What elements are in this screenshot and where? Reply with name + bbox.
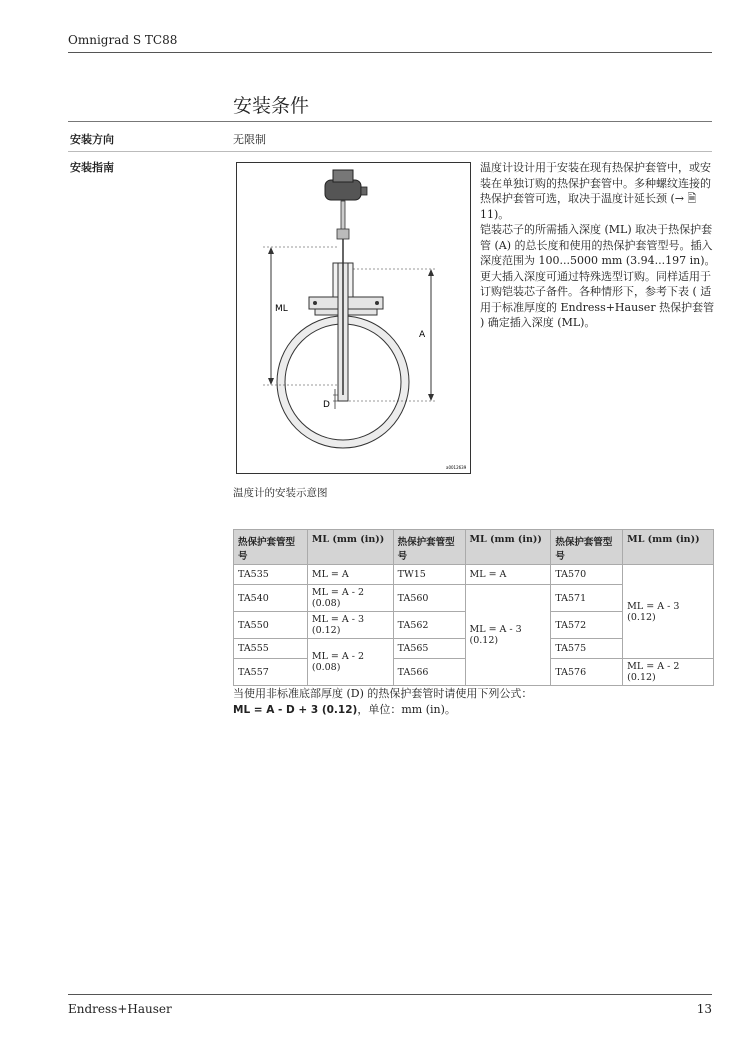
orientation-label: 安装方向 [70, 133, 114, 146]
description-paragraph-2: 铠装芯子的所需插入深度 (ML) 取决于热保护套管 (A) 的总长度和使用的热保护套管型号。插入深度范围为 100...5000 mm (3.94...197 in)。更大插入深度可通过特殊选型订购。同样适用于订购铠装芯子备件。各种情形下，参考下表 ( 适用于标准厚度的 Endress+Hauser 热保护套管 ) 确定插入深度 (ML)。 [480, 223, 716, 329]
table-row [234, 565, 714, 585]
table-cell: ML = A - 3 (0.12) [623, 565, 714, 659]
table-cell: ML = A - 2 (0.12) [623, 659, 714, 686]
installation-drawing [237, 163, 470, 473]
table-cell: ML = A - 2 (0.08) [307, 639, 393, 686]
table-header-row [234, 530, 714, 565]
table-cell: TA572 [551, 612, 623, 639]
document-header: Omnigrad S TC88 [68, 33, 178, 47]
page-number: 13 [696, 1002, 712, 1016]
footer-brand: Endress+Hauser [68, 1002, 172, 1016]
table-cell: TW15 [393, 565, 465, 585]
installation-figure [236, 162, 471, 474]
row-rule [68, 151, 712, 152]
a-dimension-label: A [419, 330, 426, 340]
formula-unit: ，单位：mm (in)。 [357, 703, 456, 716]
d-dimension-label: D [323, 400, 330, 410]
table-cell: TA576 [551, 659, 623, 686]
header-thermowell-type: 热保护套管型号 [234, 530, 308, 565]
orientation-value: 无限制 [233, 133, 266, 146]
table-cell: TA566 [393, 659, 465, 686]
header-thermowell-type: 热保护套管型号 [551, 530, 623, 565]
table-cell: TA540 [234, 585, 308, 612]
table-cell: ML = A - 3 (0.12) [307, 612, 393, 639]
guide-label: 安装指南 [70, 161, 114, 174]
header-ml: ML (mm (in)) [307, 530, 393, 565]
ml-dimension-label: ML [275, 304, 288, 314]
formula-line [233, 702, 532, 718]
figure-caption: 温度计的安装示意图 [233, 487, 328, 499]
header-thermowell-type: 热保护套管型号 [393, 530, 465, 565]
table-cell: TA550 [234, 612, 308, 639]
table-cell: TA535 [234, 565, 308, 585]
table-cell: ML = A - 3 (0.12) [465, 585, 551, 686]
table-cell: TA560 [393, 585, 465, 612]
table-cell: TA557 [234, 659, 308, 686]
header-rule [68, 52, 712, 53]
header-ml: ML (mm (in)) [623, 530, 714, 565]
table-cell: TA571 [551, 585, 623, 612]
table-cell: ML = A [307, 565, 393, 585]
table-cell: TA562 [393, 612, 465, 639]
table-cell: TA555 [234, 639, 308, 659]
section-title: 安装条件 [233, 95, 310, 117]
table-cell: ML = A [465, 565, 551, 585]
table-cell: ML = A - 2 (0.08) [307, 585, 393, 612]
footer-rule [68, 994, 712, 995]
formula-intro: 当使用非标准底部厚度 (D) 的热保护套管时请使用下列公式： [233, 687, 533, 700]
section-rule [68, 121, 712, 122]
table-cell: TA575 [551, 639, 623, 659]
formula-note [233, 686, 532, 718]
insertion-depth-table [233, 529, 714, 686]
table-cell: TA565 [393, 639, 465, 659]
header-ml: ML (mm (in)) [465, 530, 551, 565]
description-paragraph-1: 温度计设计用于安装在现有热保护套管中，或安装在单独订购的热保护套管中。多种螺纹连接的热保护套管可选，取决于温度计延长颈 (→ 🗎 11)。 [480, 161, 711, 221]
formula: ML = A - D + 3 (0.12) [233, 704, 358, 716]
figure-code: a0012639 [446, 465, 467, 470]
table-cell: TA570 [551, 565, 623, 585]
installation-description [480, 160, 716, 331]
